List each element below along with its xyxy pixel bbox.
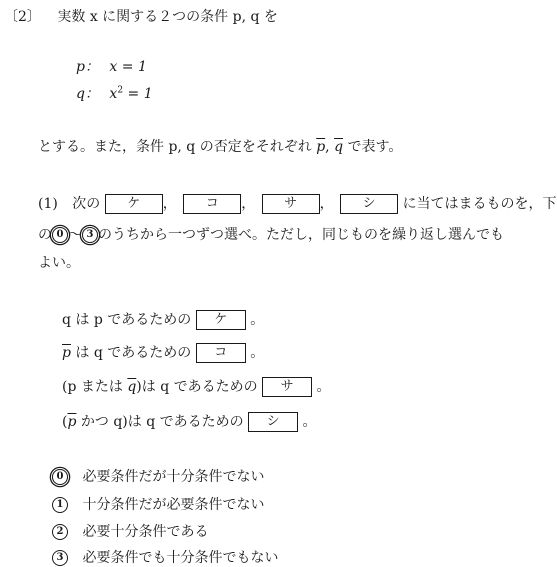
subproblem-line-1: (1) 次の ケ ， コ ， サ ， シ に当てはまるものを，下 [38, 196, 557, 212]
condition-q-label: q： [76, 86, 99, 102]
answer-box-sa: サ [262, 377, 312, 397]
choice-item-3 [52, 549, 278, 567]
subproblem-line-2 [38, 226, 504, 244]
statement-text: かつ q)は q であるための [76, 414, 244, 430]
range-separator: ～ [68, 227, 82, 243]
statement-sa [62, 377, 331, 397]
statement-text: q は p であるための [62, 312, 192, 328]
subproblem-label: (1) [38, 196, 58, 212]
condition-p-expr: x = 1 [109, 59, 147, 75]
choice-text: 必要条件でも十分条件でもない [82, 550, 279, 566]
choice-text: 十分条件だが必要条件でない [82, 497, 265, 513]
condition-q-exponent: 2 [117, 85, 124, 96]
answer-box-ke: ケ [196, 310, 246, 330]
choice-number-icon: 0 [52, 469, 68, 485]
negation-q: $\overline{q}$ [127, 379, 137, 395]
statement-period: 。 [250, 345, 265, 361]
negation-q: $\overline{q}$ [334, 139, 344, 155]
negation-p: $\overline{p}$ [67, 414, 77, 430]
answer-box-sa: サ [262, 194, 320, 214]
answer-box-shi: シ [340, 194, 398, 214]
statement-period: 。 [316, 379, 331, 395]
statement-text: は q であるための [70, 345, 192, 361]
answer-box-ko: コ [196, 343, 246, 363]
negation-sep: , [325, 139, 335, 155]
problem-number: 〔2〕 [4, 9, 41, 25]
statement-text: ( [62, 414, 68, 430]
subproblem-line-3 [38, 254, 80, 272]
choice-number-icon: 3 [52, 550, 68, 566]
statement-period: 。 [302, 414, 317, 430]
subproblem-lead: 次の [72, 196, 101, 212]
negation-text-b: で表す。 [343, 139, 403, 155]
statement-text: (p または [62, 379, 128, 395]
condition-p-label: p： [76, 59, 99, 75]
negation-text-a: とする。また，条件 p, q の否定をそれぞれ [38, 139, 317, 155]
choice-item-1 [52, 496, 264, 514]
choice-number-icon: 1 [52, 497, 68, 513]
answer-box-ko: コ [183, 194, 241, 214]
statement-text: )は q であるための [136, 379, 258, 395]
negation-p: $\overline{p}$ [62, 345, 71, 361]
choice-item-2 [52, 523, 208, 541]
condition-q-rhs: = 1 [123, 86, 153, 102]
condition-q [76, 85, 153, 103]
choice-item-0 [52, 468, 264, 486]
subproblem-tail: に当てはまるものを，下 [402, 196, 557, 212]
choice-text: 必要条件だが十分条件でない [82, 469, 265, 485]
choice-number-icon: 0 [52, 227, 68, 243]
subproblem-line2-text: のうちから一つずつ選べ。ただし，同じものを繰り返し選んでも [98, 227, 504, 243]
subproblem-line2-lead: の [38, 227, 52, 243]
subproblem-line3-text: よい。 [38, 255, 80, 271]
choice-text: 必要十分条件である [82, 524, 209, 540]
statement-ko [62, 343, 264, 363]
negation-p: $\overline{p}$ [316, 139, 326, 155]
problem-intro: 実数 x に関する２つの条件 p, q を [57, 9, 278, 25]
statement-ke [62, 310, 264, 330]
statement-period: 。 [250, 312, 265, 328]
problem-header [4, 8, 278, 26]
choice-number-icon: 2 [52, 524, 68, 540]
condition-p [76, 58, 147, 76]
condition-q-var: x [109, 86, 118, 102]
statement-shi [62, 412, 317, 432]
choice-number-icon: 3 [82, 227, 98, 243]
negation-sentence [38, 138, 402, 156]
answer-box-shi: シ [248, 412, 298, 432]
answer-box-ke: ケ [105, 194, 163, 214]
condition-q-expr [109, 86, 152, 102]
